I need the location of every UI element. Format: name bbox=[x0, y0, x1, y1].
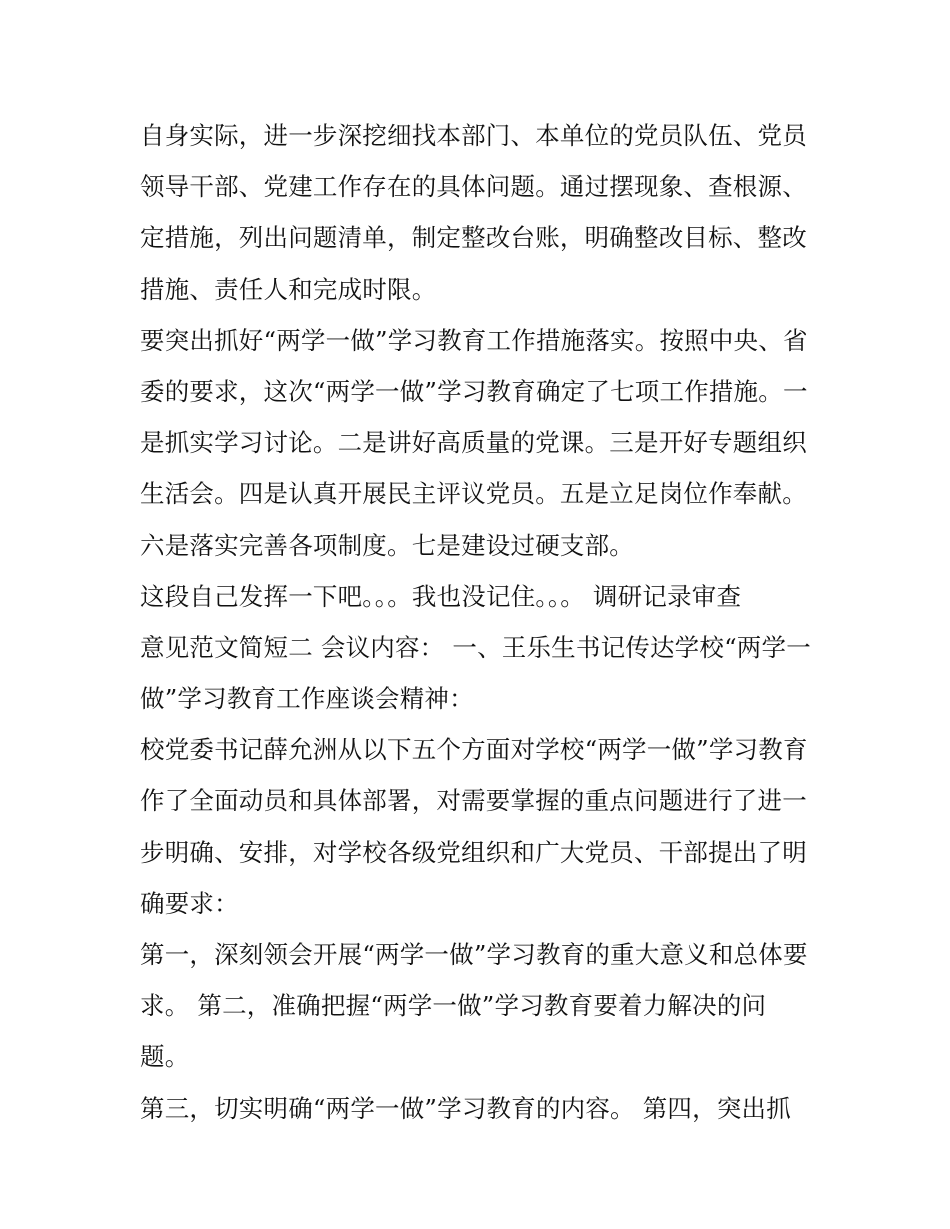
text-line: 第一，深刻领会开展“两学一做”学习教育的重大意义和总体要 bbox=[140, 940, 808, 969]
text-line: 生活会。四是认真开展民主评议党员。五是立足岗位作奉献。 bbox=[140, 479, 807, 509]
text-line: 题。 bbox=[140, 1042, 190, 1072]
text-line: 校党委书记薛允洲从以下五个方面对学校“两学一做”学习教育 bbox=[140, 735, 808, 765]
text-line: 领导干部、党建工作存在的具体问题。通过摆现象、查根源、 bbox=[140, 172, 807, 202]
text-line: 做”学习教育工作座谈会精神： bbox=[140, 684, 474, 714]
text-line: 步明确、安排，对学校各级党组织和广大党员、干部提出了明 bbox=[140, 837, 807, 867]
text-line: 意见范文简短二 会议内容： 一、王乐生书记传达学校“两学一 bbox=[140, 632, 811, 662]
text-line: 这段自己发挥一下吧。。。我也没记住。。。 调研记录审查 bbox=[140, 581, 742, 611]
document-body bbox=[140, 110, 820, 1134]
text-line: 求。 第二，准确把握“两学一做”学习教育要着力解决的问 bbox=[140, 991, 767, 1021]
text-line: 第三，切实明确“两学一做”学习教育的内容。 第四，突出抓 bbox=[140, 1093, 791, 1123]
text-line: 六是落实完善各项制度。七是建设过硬支部。 bbox=[140, 530, 634, 560]
text-line: 委的要求，这次“两学一做”学习教育确定了七项工作措施。一 bbox=[140, 376, 808, 406]
text-line: 要突出抓好“两学一做”学习教育工作措施落实。按照中央、省 bbox=[140, 325, 808, 355]
text-line: 作了全面动员和具体部署，对需要掌握的重点问题进行了进一 bbox=[140, 786, 807, 816]
text-line: 是抓实学习讨论。二是讲好高质量的党课。三是开好专题组织 bbox=[140, 428, 807, 458]
text-line: 措施、责任人和完成时限。 bbox=[140, 274, 437, 304]
text-line: 定措施，列出问题清单，制定整改台账，明确整改目标、整改 bbox=[140, 223, 807, 253]
text-line: 自身实际，进一步深挖细找本部门、本单位的党员队伍、党员 bbox=[140, 121, 807, 150]
text-line: 确要求： bbox=[140, 888, 239, 918]
